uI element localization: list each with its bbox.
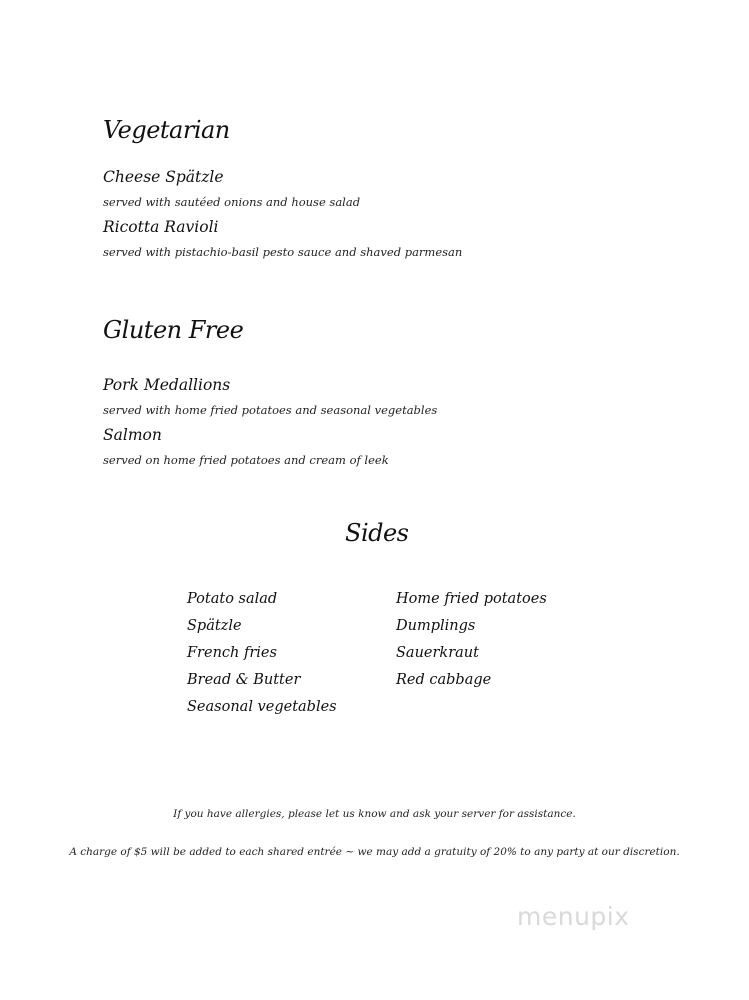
side-item: Seasonal vegetables [187, 699, 337, 715]
menu-item-name: Cheese Spätzle [103, 168, 224, 186]
menu-item-description: served with pistachio-basil pesto sauce and shaved parmesan [103, 245, 463, 259]
watermark-logo: menupix [517, 902, 630, 931]
menu-item-description: served on home fried potatoes and cream of leek [103, 453, 389, 467]
menu-item-name: Salmon [103, 426, 162, 444]
menu-item-name: Pork Medallions [103, 376, 231, 394]
menu-item-name: Ricotta Ravioli [103, 218, 219, 236]
side-item: Bread & Butter [187, 672, 301, 688]
sides-heading: Sides [345, 519, 409, 547]
shared-entree-charge-note: A charge of $5 will be added to each shared entrée ~ we may add a gratuity of 20% to any party at our discretion. [69, 846, 680, 858]
side-item: Dumplings [396, 618, 476, 634]
side-item: Sauerkraut [396, 645, 479, 661]
side-item: Home fried potatoes [396, 591, 547, 607]
menu-item-description: served with sautéed onions and house salad [103, 195, 361, 209]
vegetarian-heading: Vegetarian [103, 116, 230, 144]
side-item: French fries [187, 645, 277, 661]
side-item: Spätzle [187, 618, 242, 634]
gluten-free-heading: Gluten Free [103, 316, 244, 344]
side-item: Red cabbage [396, 672, 492, 688]
menu-item-description: served with home fried potatoes and seasonal vegetables [103, 403, 438, 417]
side-item: Potato salad [187, 591, 278, 607]
allergy-note: If you have allergies, please let us know and ask your server for assistance. [173, 808, 576, 820]
